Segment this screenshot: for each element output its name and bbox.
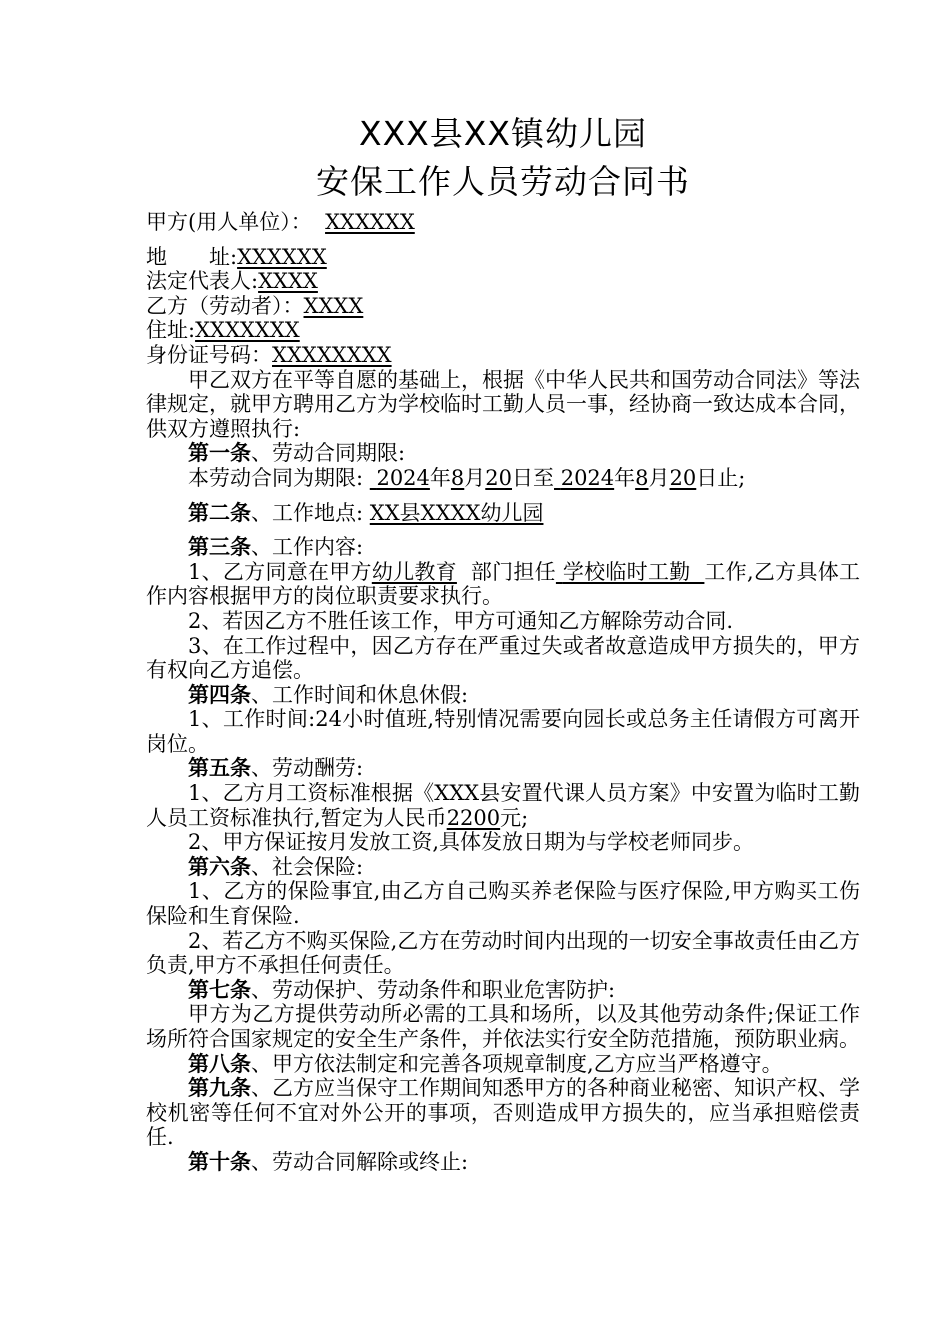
id-number-line [146, 343, 860, 368]
article-9-number: 第九条 [188, 1075, 251, 1101]
article-7-number: 第七条 [188, 976, 251, 1002]
article-1-term [146, 466, 860, 491]
article-6-number: 第六条 [188, 853, 251, 879]
article-10-number: 第十条 [188, 1148, 251, 1174]
salary-amount: 2200 [446, 805, 501, 830]
article-6-title: 、社会保险: [251, 854, 364, 879]
article-6-heading [146, 855, 860, 880]
end-day: 20 [669, 465, 697, 490]
end-month: 8 [635, 465, 649, 490]
party-a-line [146, 210, 860, 235]
address-label: 地 址: [146, 244, 238, 269]
article-10-heading [146, 1150, 860, 1175]
article-7-title: 、劳动保护、劳动条件和职业危害防护: [251, 977, 616, 1002]
start-day: 20 [485, 465, 513, 490]
id-value: XXXXXXXX [272, 342, 392, 367]
residence-value: XXXXXXX [195, 318, 300, 343]
article-3-item-2: 2、若因乙方不胜任该工作，甲方可通知乙方解除劳动合同. [188, 608, 734, 633]
article-8-number: 第八条 [188, 1050, 251, 1076]
residence-label: 住址: [146, 318, 196, 343]
month-char: 月 [464, 465, 486, 490]
term-label: 本劳动合同为期限: [188, 465, 364, 490]
to-text: 日至 [512, 465, 555, 490]
end-year: 2024 [560, 465, 615, 490]
month-char-2: 月 [648, 465, 670, 490]
article-3-number: 第三条 [188, 534, 251, 560]
article-5-number: 第五条 [188, 755, 251, 781]
article-3-heading [146, 535, 860, 560]
article-4-number: 第四条 [188, 681, 251, 707]
intro-paragraph: 甲乙双方在平等自愿的基础上，根据《中华人民共和国劳动合同法》等法律规定，就甲方聘用乙方为学校临时工勤人员一事，经协商一致达成本合同，供双方遵照执行: [146, 367, 860, 441]
party-b-value: XXXX [303, 293, 364, 318]
party-a-label: 甲方(用人单位）： [146, 210, 312, 234]
article-2-title: 、工作地点: [251, 500, 364, 525]
start-year: 2024 [376, 465, 430, 490]
article-6-item-1: 1、乙方的保险事宜,由乙方自己购买养老保险与医疗保险,甲方购买工伤保险和生育保险. [146, 879, 860, 929]
article-4-item-1: 1、工作时间:24小时值班,特别情况需要向园长或总务主任请假方可离开岗位。 [146, 707, 860, 756]
article-1-title: 、劳动合同期限: [251, 441, 406, 466]
address-line [146, 245, 860, 270]
article-2-heading [146, 501, 860, 526]
article-7-body: 甲方为乙方提供劳动所必需的工具和场所，以及其他劳动条件;保证工作场所符合国家规定的安全生产条件，并依法实行安全防范措施，预防职业病。 [146, 1002, 860, 1051]
article-2-number: 第二条 [188, 499, 251, 525]
document-title-line-1: XXX县XX镇幼儿园 [358, 114, 648, 153]
address-value: XXXXXX [237, 244, 327, 269]
article-1-heading [146, 441, 860, 466]
article-9 [146, 1076, 860, 1150]
article-6-item-2: 2、若乙方不购买保险,乙方在劳动时间内出现的一切安全事故责任由乙方负责,甲方不承担任何责任。 [146, 928, 860, 978]
id-label: 身份证号码： [146, 342, 272, 367]
article-10-title: 、劳动合同解除或终止: [251, 1149, 469, 1174]
party-a-value: XXXXXX [325, 210, 415, 234]
legal-rep-value: XXXX [258, 269, 318, 294]
article-4-heading [146, 683, 860, 708]
work-location-value: XX县XXXX幼儿园 [369, 500, 544, 525]
article-4-title: 、工作时间和休息休假: [251, 682, 469, 707]
article-3-title: 、工作内容: [251, 535, 364, 560]
end-text: 日止; [696, 465, 746, 490]
year-char: 年 [429, 465, 451, 490]
article-5-item-2: 2、甲方保证按月发放工资,具体发放日期为与学校老师同步。 [188, 830, 755, 855]
party-b-line [146, 294, 860, 319]
party-b-label: 乙方（劳动者）： [146, 293, 304, 318]
article-5-title: 、劳动酬劳: [251, 756, 364, 781]
article-7-heading [146, 978, 860, 1003]
article-5-item-1: 1、乙方月工资标准根据《XXX县安置代课人员方案》中安置为临时工勤人员工资标准执行,暂定为人民币2200元; [146, 781, 860, 830]
article-8 [146, 1052, 860, 1077]
role-value: 学校临时工勤 [562, 559, 691, 584]
legal-rep-label: 法定代表人: [146, 269, 259, 294]
article-9-text: 、乙方应当保守工作期间知悉甲方的各种商业秘密、知识产权、学校机密等任何不宜对外公开的事项，否则造成甲方损失的，应当承担赔偿责任. [146, 1076, 860, 1150]
article-1-number: 第一条 [188, 440, 251, 466]
residence-line [146, 318, 860, 343]
document-title-line-2: 安保工作人员劳动合同书 [316, 162, 690, 201]
article-3-item-3: 3、在工作过程中，因乙方存在严重过失或者故意造成甲方损失的，甲方有权向乙方追偿。 [146, 633, 860, 683]
department-value: 幼儿教育 [371, 559, 457, 584]
start-month: 8 [450, 465, 465, 490]
article-8-text: 、甲方依法制定和完善各项规章制度,乙方应当严格遵守。 [251, 1051, 783, 1076]
legal-rep-line [146, 269, 860, 294]
article-3-item-1: 1、乙方同意在甲方幼儿教育 部门担任 学校临时工勤 工作,乙方具体工作内容根据甲方的岗位职责要求执行。 [146, 559, 860, 609]
year-char-2: 年 [614, 465, 636, 490]
article-5-heading [146, 756, 860, 781]
